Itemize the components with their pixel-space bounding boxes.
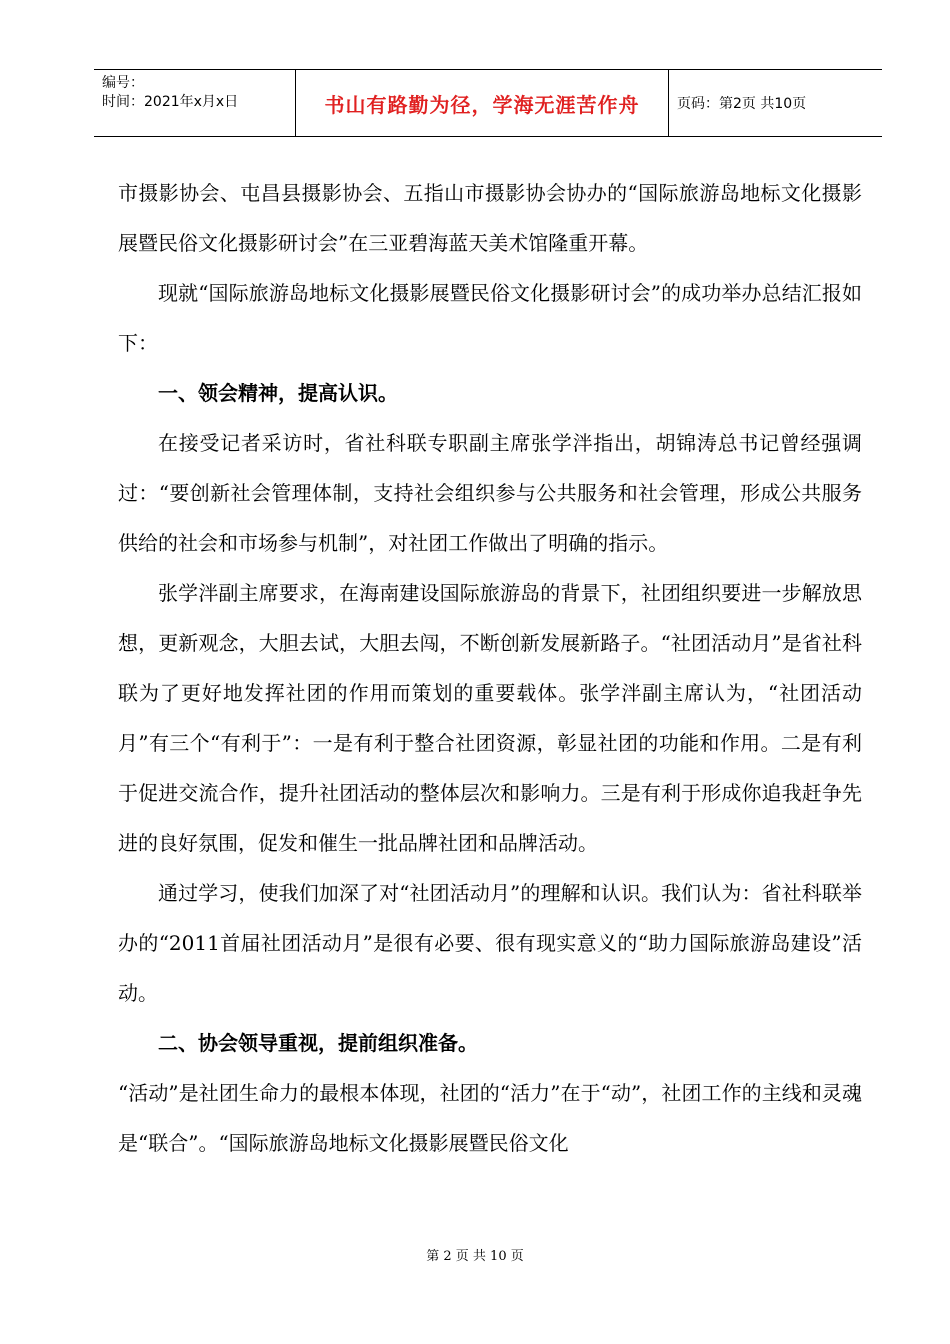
header-meta <box>94 70 296 136</box>
paragraph-activity: “活动”是社团生命力的最根本体现，社团的“活力”在于“动”，社团工作的主线和灵魂是“联合”。“国际旅游岛地标文化摄影展暨民俗文化 <box>118 1081 862 1155</box>
paragraph-requirements: 张学泮副主席要求，在海南建设国际旅游岛的背景下，社团组织要进一步解放思想，更新观念，大胆去试，大胆去闯，不断创新发展新路子。“社团活动月”是省社科联为了更好地发挥社团的作用而策划的重要载体。张学泮副主席认为，“社团活动月”有三个“有利于”：一是有利于整合社团资源，彰显社团的功能和作用。二是有利于促进交流合作，提升社团活动的整体层次和影响力。三是有利于形成你追我赶争先进的良好氛围，促发和催生一批品牌社团和品牌活动。 <box>118 581 862 855</box>
page-footer: 第 2 页 共 10 页 <box>426 1249 524 1264</box>
section-heading-1: 一、领会精神，提高认识。 <box>158 381 398 405</box>
document-time-label: 时间：2021年x月x日 <box>102 94 239 110</box>
header-motto: 书山有路勤为径，学海无涯苦作舟 <box>296 70 669 136</box>
page-header <box>94 69 882 137</box>
header-page-label: 页码：第2页 共10页 <box>677 96 807 112</box>
paragraph-understanding: 通过学习，使我们加深了对“社团活动月”的理解和认识。我们认为：省社科联举办的“2011首届社团活动月”是很有必要、很有现实意义的“助力国际旅游岛建设”活动。 <box>118 881 862 1005</box>
paragraph-continuation: 市摄影协会、屯昌县摄影协会、五指山市摄影协会协办的“国际旅游岛地标文化摄影展暨民俗文化摄影研讨会”在三亚碧海蓝天美术馆隆重开幕。 <box>118 181 862 255</box>
document-body <box>118 168 862 1168</box>
paragraph-intro: 现就“国际旅游岛地标文化摄影展暨民俗文化摄影研讨会”的成功举办总结汇报如下： <box>118 281 862 355</box>
document-number-label: 编号： <box>102 75 144 91</box>
section-heading-2: 二、协会领导重视，提前组织准备。 <box>158 1031 478 1055</box>
paragraph-interview: 在接受记者采访时，省社科联专职副主席张学泮指出，胡锦涛总书记曾经强调过：“要创新社会管理体制，支持社会组织参与公共服务和社会管理，形成公共服务供给的社会和市场参与机制”，对社团工作做出了明确的指示。 <box>118 431 862 555</box>
